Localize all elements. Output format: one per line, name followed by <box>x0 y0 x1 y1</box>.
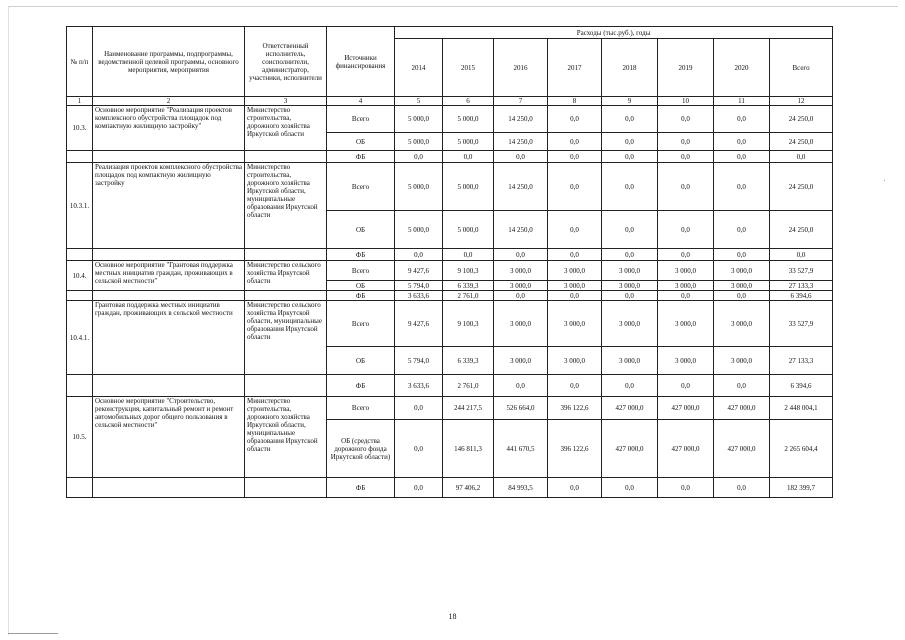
header-col-name: Наименование программы, подпрограммы, ведомственной целевой программы, основного мероприятия, мероприятия <box>93 27 245 97</box>
column-number: 11 <box>714 97 770 106</box>
total-value: 2 448 004,1 <box>770 397 833 420</box>
year-value: 5 000,0 <box>443 133 494 151</box>
year-value: 3 000,0 <box>602 347 658 375</box>
executor: Министерство строительства, дорожного хозяйства Иркутской области, муниципальные образования Иркутской области <box>245 397 327 478</box>
column-number: 5 <box>395 97 443 106</box>
year-value: 6 339,3 <box>443 347 494 375</box>
year-value: 5 000,0 <box>395 163 443 211</box>
year-value: 0,0 <box>548 133 602 151</box>
scan-artifact <box>8 633 58 634</box>
funding-source: ОБ <box>327 211 395 249</box>
empty-cell <box>245 249 327 261</box>
year-value: 0,0 <box>443 151 494 163</box>
year-value: 3 000,0 <box>602 301 658 347</box>
empty-cell <box>93 151 245 163</box>
total-value: 33 527,9 <box>770 261 833 281</box>
table-row <box>67 151 833 163</box>
item-number: 10.4. <box>67 261 93 291</box>
empty-cell <box>93 291 245 301</box>
year-value: 3 633,6 <box>395 291 443 301</box>
total-value: 33 527,9 <box>770 301 833 347</box>
year-value: 244 217,5 <box>443 397 494 420</box>
year-value: 3 000,0 <box>658 281 714 291</box>
measure-name: Основное мероприятие "Реализация проектов комплексного обустройства площадок под компактную жилищную застройку" <box>93 106 245 151</box>
year-value: 5 000,0 <box>395 133 443 151</box>
year-value: 0,0 <box>602 133 658 151</box>
year-value: 427 000,0 <box>602 420 658 478</box>
table-row <box>67 478 833 498</box>
year-value: 0,0 <box>548 211 602 249</box>
year-value: 3 000,0 <box>714 347 770 375</box>
total-value: 6 394,6 <box>770 375 833 397</box>
header-year: 2017 <box>548 39 602 97</box>
empty-cell <box>245 151 327 163</box>
year-value: 3 000,0 <box>714 301 770 347</box>
total-value: 24 250,0 <box>770 106 833 133</box>
year-value: 0,0 <box>658 249 714 261</box>
empty-cell <box>67 249 93 261</box>
total-value: 0,0 <box>770 249 833 261</box>
table-row <box>67 163 833 211</box>
table-row <box>67 106 833 133</box>
total-value: 27 133,3 <box>770 347 833 375</box>
year-value: 14 250,0 <box>494 163 548 211</box>
executor: Министерство строительства, дорожного хозяйства Иркутской области, муниципальные образования Иркутской области <box>245 163 327 249</box>
year-value: 3 000,0 <box>658 347 714 375</box>
year-value: 2 761,0 <box>443 375 494 397</box>
year-value: 0,0 <box>602 375 658 397</box>
year-value: 0,0 <box>548 478 602 498</box>
header-year: 2020 <box>714 39 770 97</box>
header-col-executor: Ответственный исполнитель, соисполнители, администратор, участники, исполнители <box>245 27 327 97</box>
year-value: 0,0 <box>548 249 602 261</box>
year-value: 3 000,0 <box>602 281 658 291</box>
year-value: 0,0 <box>494 375 548 397</box>
header-row-top <box>67 27 833 39</box>
empty-cell <box>67 375 93 397</box>
table-row <box>67 249 833 261</box>
year-value: 0,0 <box>658 163 714 211</box>
total-value: 24 250,0 <box>770 163 833 211</box>
year-value: 396 122,6 <box>548 420 602 478</box>
year-value: 0,0 <box>443 249 494 261</box>
year-value: 427 000,0 <box>658 420 714 478</box>
year-value: 9 100,3 <box>443 301 494 347</box>
year-value: 0,0 <box>658 375 714 397</box>
year-value: 0,0 <box>395 420 443 478</box>
item-number: 10.4.1. <box>67 301 93 375</box>
empty-cell <box>67 151 93 163</box>
item-number: 10.5. <box>67 397 93 478</box>
year-value: 0,0 <box>395 397 443 420</box>
year-value: 9 100,3 <box>443 261 494 281</box>
column-number-row <box>67 97 833 106</box>
column-number: 1 <box>67 97 93 106</box>
year-value: 5 794,0 <box>395 347 443 375</box>
column-number: 4 <box>327 97 395 106</box>
header-col-no: № п/п <box>67 27 93 97</box>
funding-source: Всего <box>327 106 395 133</box>
column-number: 6 <box>443 97 494 106</box>
column-number: 3 <box>245 97 327 106</box>
year-value: 0,0 <box>658 151 714 163</box>
year-value: 0,0 <box>548 375 602 397</box>
funding-source: ОБ <box>327 281 395 291</box>
item-number: 10.3.1. <box>67 163 93 249</box>
year-value: 396 122,6 <box>548 397 602 420</box>
header-expenses: Расходы (тыс.руб.), годы <box>395 27 833 39</box>
column-number: 10 <box>658 97 714 106</box>
total-value: 27 133,3 <box>770 281 833 291</box>
column-number: 7 <box>494 97 548 106</box>
year-value: 0,0 <box>548 163 602 211</box>
year-value: 3 000,0 <box>658 301 714 347</box>
year-value: 427 000,0 <box>658 397 714 420</box>
year-value: 0,0 <box>602 478 658 498</box>
measure-name: Основное мероприятие "Строительство, реконструкция, капитальный ремонт и ремонт автомобильных дорог общего пользования в сельской местности" <box>93 397 245 478</box>
year-value: 84 993,5 <box>494 478 548 498</box>
column-number: 8 <box>548 97 602 106</box>
year-value: 427 000,0 <box>602 397 658 420</box>
empty-cell <box>93 375 245 397</box>
year-value: 0,0 <box>714 375 770 397</box>
year-value: 0,0 <box>602 291 658 301</box>
year-value: 0,0 <box>658 478 714 498</box>
year-value: 2 761,0 <box>443 291 494 301</box>
funding-source: Всего <box>327 397 395 420</box>
funding-source: ОБ <box>327 133 395 151</box>
scan-artifact <box>884 180 885 181</box>
table-row <box>67 291 833 301</box>
year-value: 427 000,0 <box>714 420 770 478</box>
year-value: 6 339,3 <box>443 281 494 291</box>
year-value: 3 000,0 <box>548 301 602 347</box>
item-number: 10.3. <box>67 106 93 151</box>
empty-cell <box>67 291 93 301</box>
year-value: 3 000,0 <box>658 261 714 281</box>
table-row <box>67 301 833 347</box>
year-value: 9 427,6 <box>395 261 443 281</box>
year-value: 3 000,0 <box>548 261 602 281</box>
year-value: 441 670,5 <box>494 420 548 478</box>
funding-source: Всего <box>327 301 395 347</box>
year-value: 14 250,0 <box>494 211 548 249</box>
year-value: 0,0 <box>548 151 602 163</box>
header-year: 2014 <box>395 39 443 97</box>
empty-cell <box>245 478 327 498</box>
year-value: 3 000,0 <box>494 347 548 375</box>
year-value: 3 000,0 <box>548 281 602 291</box>
funding-source: ОБ (средства дорожного фонда Иркутской области) <box>327 420 395 478</box>
column-number: 2 <box>93 97 245 106</box>
year-value: 0,0 <box>494 291 548 301</box>
year-value: 0,0 <box>395 151 443 163</box>
empty-cell <box>245 291 327 301</box>
table-row <box>67 397 833 420</box>
executor: Министерство сельского хозяйства Иркутской области <box>245 261 327 291</box>
year-value: 526 664,0 <box>494 397 548 420</box>
year-value: 0,0 <box>395 478 443 498</box>
year-value: 5 000,0 <box>443 163 494 211</box>
year-value: 3 633,6 <box>395 375 443 397</box>
year-value: 3 000,0 <box>602 261 658 281</box>
measure-name: Грантовая поддержка местных инициатив граждан, проживающих в сельской местности <box>93 301 245 375</box>
header-year: 2016 <box>494 39 548 97</box>
measure-name: Реализация проектов комплексного обустройства площадок под компактную жилищную застройку <box>93 163 245 249</box>
year-value: 0,0 <box>658 133 714 151</box>
table-row <box>67 375 833 397</box>
year-value: 0,0 <box>714 106 770 133</box>
year-value: 0,0 <box>602 106 658 133</box>
year-value: 0,0 <box>602 151 658 163</box>
column-number: 12 <box>770 97 833 106</box>
header-col-source: Источники финансирования <box>327 27 395 97</box>
year-value: 0,0 <box>714 151 770 163</box>
total-value: 6 394,6 <box>770 291 833 301</box>
year-value: 0,0 <box>658 211 714 249</box>
executor: Министерство строительства, дорожного хозяйства Иркутской области <box>245 106 327 151</box>
year-value: 0,0 <box>494 151 548 163</box>
year-value: 97 406,2 <box>443 478 494 498</box>
header-year: 2015 <box>443 39 494 97</box>
year-value: 3 000,0 <box>494 261 548 281</box>
year-value: 0,0 <box>602 163 658 211</box>
header-total: Всего <box>770 39 833 97</box>
total-value: 0,0 <box>770 151 833 163</box>
year-value: 0,0 <box>494 249 548 261</box>
header-year: 2019 <box>658 39 714 97</box>
year-value: 3 000,0 <box>714 261 770 281</box>
executor: Министерство сельского хозяйства Иркутской области, муниципальные образования Иркутской области <box>245 301 327 375</box>
empty-cell <box>93 478 245 498</box>
empty-cell <box>67 478 93 498</box>
year-value: 3 000,0 <box>494 301 548 347</box>
page-number: 18 <box>448 612 457 621</box>
year-value: 0,0 <box>714 163 770 211</box>
funding-source: ФБ <box>327 375 395 397</box>
funding-source: ФБ <box>327 291 395 301</box>
year-value: 0,0 <box>714 478 770 498</box>
year-value: 9 427,6 <box>395 301 443 347</box>
year-value: 0,0 <box>714 133 770 151</box>
total-value: 2 265 604,4 <box>770 420 833 478</box>
empty-cell <box>93 249 245 261</box>
year-value: 3 000,0 <box>714 281 770 291</box>
year-value: 14 250,0 <box>494 106 548 133</box>
year-value: 0,0 <box>714 249 770 261</box>
empty-cell <box>245 375 327 397</box>
year-value: 0,0 <box>395 249 443 261</box>
funding-source: Всего <box>327 261 395 281</box>
year-value: 5 000,0 <box>395 106 443 133</box>
year-value: 14 250,0 <box>494 133 548 151</box>
funding-source: ФБ <box>327 151 395 163</box>
header-year: 2018 <box>602 39 658 97</box>
year-value: 0,0 <box>602 211 658 249</box>
year-value: 5 794,0 <box>395 281 443 291</box>
measure-name: Основное мероприятие "Грантовая поддержка местных инициатив граждан, проживающих в сельской местности" <box>93 261 245 291</box>
year-value: 3 000,0 <box>494 281 548 291</box>
year-value: 3 000,0 <box>548 347 602 375</box>
year-value: 0,0 <box>602 249 658 261</box>
year-value: 0,0 <box>658 291 714 301</box>
table-row <box>67 261 833 281</box>
funding-source: ФБ <box>327 478 395 498</box>
year-value: 146 811,3 <box>443 420 494 478</box>
funding-source: ОБ <box>327 347 395 375</box>
year-value: 5 000,0 <box>395 211 443 249</box>
year-value: 0,0 <box>714 291 770 301</box>
year-value: 0,0 <box>714 211 770 249</box>
column-number: 9 <box>602 97 658 106</box>
year-value: 5 000,0 <box>443 106 494 133</box>
total-value: 182 399,7 <box>770 478 833 498</box>
year-value: 5 000,0 <box>443 211 494 249</box>
year-value: 427 000,0 <box>714 397 770 420</box>
total-value: 24 250,0 <box>770 133 833 151</box>
funding-source: Всего <box>327 163 395 211</box>
total-value: 24 250,0 <box>770 211 833 249</box>
year-value: 0,0 <box>548 106 602 133</box>
year-value: 0,0 <box>658 106 714 133</box>
funding-source: ФБ <box>327 249 395 261</box>
budget-table <box>66 26 833 498</box>
year-value: 0,0 <box>548 291 602 301</box>
